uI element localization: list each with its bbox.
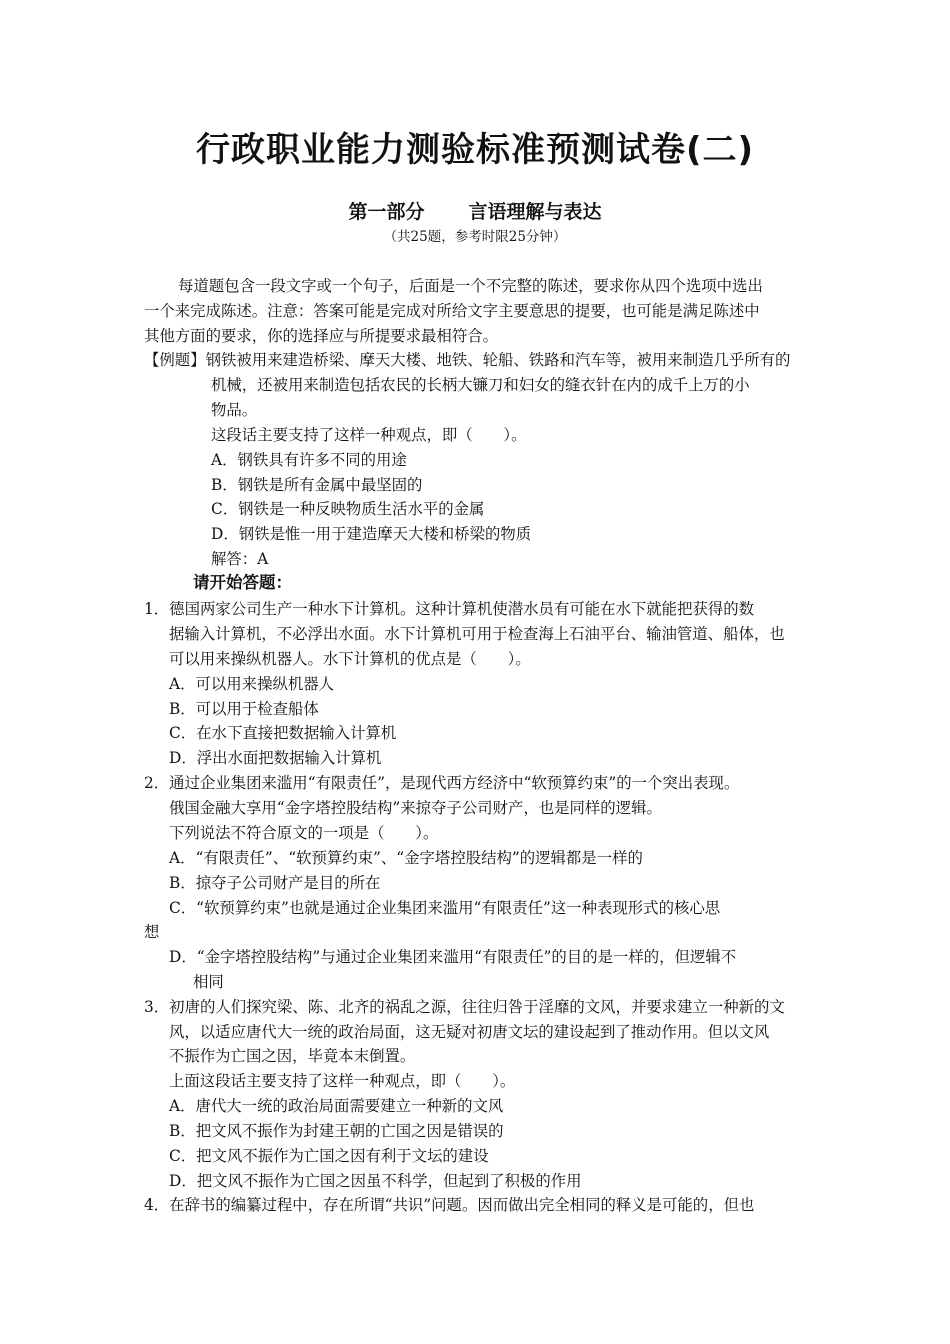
question-3-option: A．唐代大一统的政治局面需要建立一种新的文风 xyxy=(169,1097,504,1115)
section-name: 言语理解与表达 xyxy=(468,201,602,223)
example-question: 这段话主要支持了这样一种观点，即（ ）。 xyxy=(211,426,527,444)
section-note: （共25题，参考时限25分钟） xyxy=(383,229,567,245)
example-first-line xyxy=(144,349,790,371)
example-option: A．钢铁具有许多不同的用途 xyxy=(211,451,407,469)
question-2-line: 下列说法不符合原文的一项是（ ）。 xyxy=(169,824,439,842)
question-1-option: A．可以用来操纵机器人 xyxy=(169,675,335,693)
question-4-line: 4．在辞书的编纂过程中，存在所谓“共识”问题。因而做出完全相同的释义是可能的，但也 xyxy=(144,1196,755,1214)
question-2-option: D．“金字塔控股结构”与通过企业集团来滥用“有限责任”的目的是一样的，但逻辑不 xyxy=(169,948,737,966)
question-3-line: 上面这段话主要支持了这样一种观点，即（ ）。 xyxy=(169,1072,516,1090)
question-2-option: 相同 xyxy=(193,973,224,991)
section-heading xyxy=(0,199,950,225)
question-2-line: 2．通过企业集团来滥用“有限责任”，是现代西方经济中“软预算约束”的一个突出表现。 xyxy=(144,774,740,792)
instruction-line: 每道题包含一段文字或一个句子，后面是一个不完整的陈述，要求你从四个选项中选出 xyxy=(178,277,763,295)
question-1-option: D．浮出水面把数据输入计算机 xyxy=(169,749,382,767)
question-2-option: 想 xyxy=(144,923,160,941)
question-3-option: C．把文风不振作为亡国之因有利于文坛的建设 xyxy=(169,1147,489,1165)
example-option: D．钢铁是惟一用于建造摩天大楼和桥梁的物质 xyxy=(211,525,532,543)
example-answer: 解答：A xyxy=(211,550,269,568)
example-option: C．钢铁是一种反映物质生活水平的金属 xyxy=(211,500,485,518)
question-2-option: B．掠夺子公司财产是目的所在 xyxy=(169,874,381,892)
question-2-line: 俄国金融大享用“金字塔控股结构”来掠夺子公司财产，也是同样的逻辑。 xyxy=(169,799,662,817)
question-1-option: C．在水下直接把数据输入计算机 xyxy=(169,724,397,742)
instruction-line: 一个来完成陈述。注意：答案可能是完成对所给文字主要意思的提要，也可能是满足陈述中 xyxy=(144,302,760,320)
question-1-line: 据输入计算机，不必浮出水面。水下计算机可用于检查海上石油平台、输油管道、船体，也 xyxy=(169,625,785,643)
example-label: 【例题】 xyxy=(144,351,206,369)
section-label: 第一部分 xyxy=(348,201,425,223)
example-line: 物品。 xyxy=(211,401,258,419)
question-1-option: B．可以用于检查船体 xyxy=(169,700,319,718)
instruction-line: 其他方面的要求，你的选择应与所提要求最相符合。 xyxy=(144,327,498,345)
example-option: B．钢铁是所有金属中最坚固的 xyxy=(211,476,423,494)
question-3-line: 不振作为亡国之因，毕竟本末倒置。 xyxy=(169,1047,416,1065)
question-3-line: 3．初唐的人们探究梁、陈、北齐的祸乱之源，往往归咎于淫靡的文风，并要求建立一种新的文 xyxy=(144,998,785,1016)
question-2-option: C．“软预算约束”也就是通过企业集团来滥用“有限责任”这一种表现形式的核心思 xyxy=(169,899,721,917)
question-3-option: B．把文风不振作为封建王朝的亡国之因是错误的 xyxy=(169,1122,504,1140)
question-3-option: D．把文风不振作为亡国之因虽不科学，但起到了积极的作用 xyxy=(169,1172,582,1190)
example-line: 机械，还被用来制造包括农民的长柄大镰刀和妇女的缝衣针在内的成千上万的小 xyxy=(211,376,750,394)
page-title: 行政职业能力测验标准预测试卷(二) xyxy=(195,130,755,170)
start-heading: 请开始答题： xyxy=(193,573,292,592)
question-2-option: A．“有限责任”、“软预算约束”、“金字塔控股结构”的逻辑都是一样的 xyxy=(169,849,643,867)
question-3-line: 风，以适应唐代大一统的政治局面，这无疑对初唐文坛的建设起到了推动作用。但以文风 xyxy=(169,1023,770,1041)
question-1-line: 1．德国两家公司生产一种水下计算机。这种计算机使潜水员有可能在水下就能把获得的数 xyxy=(144,600,755,618)
example-text: 钢铁被用来建造桥梁、摩天大楼、地铁、轮船、铁路和汽车等，被用来制造几乎所有的 xyxy=(205,351,791,369)
question-1-line: 可以用来操纵机器人。水下计算机的优点是（ ）。 xyxy=(169,650,531,668)
